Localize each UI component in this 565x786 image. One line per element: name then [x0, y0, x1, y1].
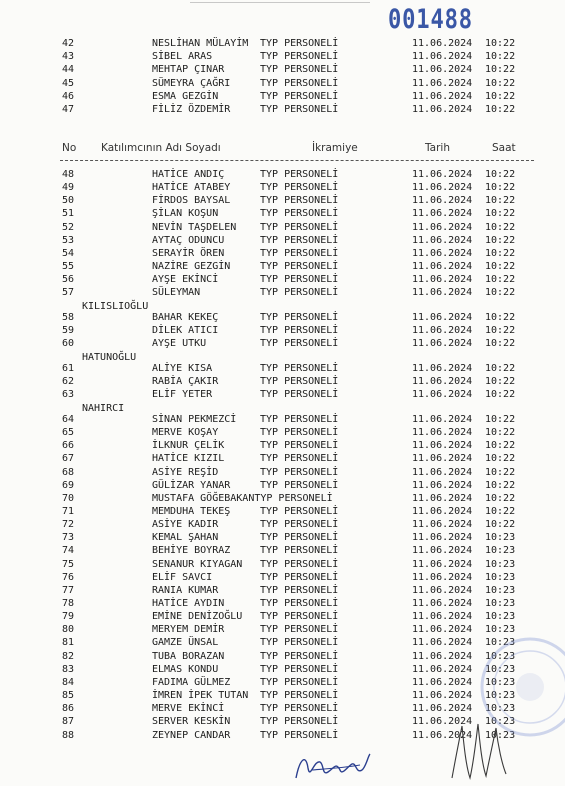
row-number: 81 — [62, 637, 75, 649]
row-number: 80 — [62, 624, 75, 636]
bonus-type: TYP PERSONELİ — [260, 325, 339, 337]
bonus-type: TYP PERSONELİ — [260, 558, 339, 570]
row-time: 10:22 — [485, 247, 516, 259]
row-number: 55 — [62, 261, 75, 273]
row-date: 11.06.2024 — [412, 571, 473, 583]
participant-name: SERVER KESKİN — [152, 716, 231, 728]
row-time: 10:22 — [485, 90, 516, 102]
table-row — [0, 50, 565, 63]
row-number: 57 — [62, 287, 75, 299]
row-date: 11.06.2024 — [412, 287, 473, 299]
row-time: 10:22 — [485, 287, 516, 299]
bonus-type: TYP PERSONELİ — [260, 208, 339, 220]
row-date: 11.06.2024 — [412, 169, 473, 180]
header-no: No — [62, 142, 77, 154]
participant-name: ELMAS KONDU — [152, 663, 219, 675]
row-time: 10:22 — [485, 51, 516, 63]
bonus-type: TYP PERSONELİ — [260, 64, 339, 76]
row-date: 11.06.2024 — [412, 274, 473, 286]
participant-name: MERYEM DEMİR — [152, 624, 225, 636]
row-date: 11.06.2024 — [412, 338, 473, 350]
row-time: 10:23 — [485, 690, 516, 702]
row-date: 11.06.2024 — [412, 519, 473, 531]
table-row — [0, 452, 565, 465]
table-row — [0, 37, 565, 50]
row-time: 10:23 — [485, 676, 516, 688]
row-date: 11.06.2024 — [412, 453, 473, 465]
row-number: 61 — [62, 362, 75, 374]
seal-stamp-icon — [468, 632, 565, 742]
table-row — [0, 610, 565, 623]
participant-name: HATİCE AYDIN — [152, 598, 225, 609]
row-date: 11.06.2024 — [412, 584, 473, 596]
row-time: 10:22 — [485, 479, 516, 491]
row-number: 59 — [62, 325, 75, 337]
participant-name: ASİYE REŞİD — [152, 466, 219, 478]
row-date: 11.06.2024 — [412, 51, 473, 63]
row-number: 75 — [62, 558, 75, 570]
row-time: 10:22 — [485, 182, 516, 194]
row-number: 64 — [62, 413, 75, 425]
row-time: 10:23 — [485, 716, 516, 728]
row-date: 11.06.2024 — [412, 312, 473, 323]
participant-name: BEHİYE BOYRAZ — [152, 545, 231, 557]
row-date: 11.06.2024 — [412, 690, 473, 702]
bonus-type: TYP PERSONELİ — [260, 584, 339, 596]
row-date: 11.06.2024 — [412, 362, 473, 374]
bonus-type: TYP PERSONELİ — [260, 195, 339, 207]
header-date: Tarih — [425, 142, 450, 154]
row-date: 11.06.2024 — [412, 492, 473, 504]
participant-name: ALİYE KISA — [152, 362, 213, 374]
bonus-type: TYP PERSONELİ — [260, 338, 339, 350]
row-date: 11.06.2024 — [412, 532, 473, 544]
bonus-type: TYP PERSONELİ — [260, 169, 339, 180]
participant-name: SİBEL ARAS — [152, 51, 213, 63]
row-time: 10:23 — [485, 611, 516, 623]
row-time: 10:22 — [485, 274, 516, 286]
participant-name: İMREN İPEK TUTAN — [152, 690, 249, 702]
participant-name: RABİA ÇAKIR — [152, 376, 219, 388]
row-date: 11.06.2024 — [412, 440, 473, 452]
participant-name: SENANUR KIYAGAN — [152, 558, 243, 570]
bonus-type: TYP PERSONELİ — [260, 274, 339, 286]
row-number: 68 — [62, 466, 75, 478]
bonus-type: TYP PERSONELİ — [260, 182, 339, 194]
participant-name: HATİCE ATABEY — [152, 182, 231, 194]
participant-name: SERAYİR ÖREN — [152, 247, 225, 259]
bonus-type: TYP PERSONELİ — [260, 440, 339, 452]
row-time: 10:22 — [485, 505, 516, 517]
signature-center — [290, 748, 380, 784]
participant-name: MERVE KOŞAY — [152, 427, 219, 439]
table-row — [0, 439, 565, 452]
row-date: 11.06.2024 — [412, 479, 473, 491]
bonus-type: TYP PERSONELİ — [260, 389, 339, 401]
row-time: 10:22 — [485, 389, 516, 401]
participant-name: EMİNE DENİZOĞLU — [152, 611, 243, 623]
table-row — [0, 181, 565, 194]
row-time: 10:22 — [485, 221, 516, 233]
row-date: 11.06.2024 — [412, 195, 473, 207]
table-header — [0, 141, 565, 156]
row-date: 11.06.2024 — [412, 389, 473, 401]
row-date: 11.06.2024 — [412, 611, 473, 623]
row-number: 69 — [62, 479, 75, 491]
table-row — [0, 63, 565, 76]
participant-name: ESMA GEZGİN — [152, 90, 219, 102]
row-time: 10:23 — [485, 571, 516, 583]
row-date: 11.06.2024 — [412, 545, 473, 557]
row-date: 11.06.2024 — [412, 466, 473, 478]
header-divider — [60, 160, 534, 161]
row-time: 10:22 — [485, 376, 516, 388]
row-date: 11.06.2024 — [412, 77, 473, 89]
group-label: NAHIRCI — [82, 402, 125, 414]
row-time: 10:22 — [485, 466, 516, 478]
participant-name: MEMDUHA TEKEŞ — [152, 505, 231, 517]
participant-name: SÜMEYRA ÇAĞRI — [152, 77, 231, 89]
bonus-type: TYP PERSONELİ — [260, 413, 339, 425]
table-row — [0, 375, 565, 388]
participant-name: ŞİLAN KOŞUN — [152, 208, 219, 220]
row-number: 42 — [62, 38, 75, 49]
row-number: 46 — [62, 90, 75, 102]
participant-name: İLKNUR ÇELİK — [152, 440, 225, 452]
row-number: 76 — [62, 571, 75, 583]
row-number: 70 — [62, 492, 75, 504]
row-number: 83 — [62, 663, 75, 675]
row-number: 52 — [62, 221, 75, 233]
row-number: 45 — [62, 77, 75, 89]
participant-name: KEMAL ŞAHAN — [152, 532, 219, 544]
row-number: 51 — [62, 208, 75, 220]
group-label: KILISLIOĞLU — [82, 301, 149, 312]
row-time: 10:22 — [485, 77, 516, 89]
row-time: 10:22 — [485, 312, 516, 323]
participant-name: BAHAR KEKEÇ — [152, 312, 219, 323]
row-time: 10:22 — [485, 261, 516, 273]
row-date: 11.06.2024 — [412, 221, 473, 233]
row-number: 44 — [62, 64, 75, 76]
table-row — [0, 194, 565, 207]
bonus-type: TYP PERSONELİ — [260, 376, 339, 388]
row-date: 11.06.2024 — [412, 703, 473, 715]
bonus-type: TYP PERSONELİ — [260, 479, 339, 491]
table-row — [0, 571, 565, 584]
row-time: 10:22 — [485, 234, 516, 246]
header-time: Saat — [492, 142, 516, 154]
row-date: 11.06.2024 — [412, 637, 473, 649]
row-time: 10:22 — [485, 413, 516, 425]
bonus-type: TYP PERSONELİ — [260, 611, 339, 623]
bonus-type: TYP PERSONELİ — [260, 650, 339, 662]
table-row — [0, 362, 565, 375]
row-time: 10:23 — [485, 650, 516, 662]
bonus-type: TYP PERSONELİ — [260, 729, 339, 741]
row-time: 10:23 — [485, 584, 516, 596]
row-number: 74 — [62, 545, 75, 557]
participant-name: FİLİZ ÖZDEMİR — [152, 104, 231, 115]
row-number: 53 — [62, 234, 75, 246]
row-number: 79 — [62, 611, 75, 623]
row-number: 56 — [62, 274, 75, 286]
participant-name: NEVİN TAŞDELEN — [152, 221, 237, 233]
table-row — [0, 413, 565, 426]
table-row — [0, 221, 565, 234]
row-number: 62 — [62, 376, 75, 388]
bonus-type: TYP PERSONELİ — [260, 716, 339, 728]
row-time: 10:23 — [485, 663, 516, 675]
row-time: 10:22 — [485, 38, 516, 49]
row-date: 11.06.2024 — [412, 64, 473, 76]
table-row — [0, 584, 565, 597]
table-row — [0, 77, 565, 90]
bonus-type: TYP PERSONELİ — [260, 690, 339, 702]
row-number: 50 — [62, 195, 75, 207]
participant-name: HATİCE KIZIL — [152, 453, 225, 465]
row-number: 82 — [62, 650, 75, 662]
row-date: 11.06.2024 — [412, 234, 473, 246]
top-edge-line — [190, 2, 370, 3]
table-row — [0, 337, 565, 350]
row-date: 11.06.2024 — [412, 650, 473, 662]
row-time: 10:23 — [485, 598, 516, 609]
row-number: 47 — [62, 104, 75, 115]
table-row — [0, 479, 565, 492]
row-number: 48 — [62, 169, 75, 180]
participant-name: ELİF SAVCI — [152, 571, 213, 583]
bonus-type: TYP PERSONELİ — [260, 234, 339, 246]
participant-name: ELİF YETER — [152, 389, 213, 401]
row-number: 66 — [62, 440, 75, 452]
row-number: 54 — [62, 247, 75, 259]
table-row — [0, 505, 565, 518]
row-date: 11.06.2024 — [412, 598, 473, 609]
bonus-type: TYP PERSONELİ — [260, 427, 339, 439]
row-number: 58 — [62, 312, 75, 323]
participant-name: AYŞE UTKU — [152, 338, 207, 350]
bonus-type: TYP PERSONELİ — [260, 38, 339, 49]
row-time: 10:22 — [485, 519, 516, 531]
participant-name: HATİCE ANDIÇ — [152, 169, 225, 180]
participant-name: MERVE EKİNCİ — [152, 703, 225, 715]
participant-name: MEHTAP ÇINAR — [152, 64, 225, 76]
row-number: 49 — [62, 182, 75, 194]
row-time: 10:23 — [485, 624, 516, 636]
table-row — [0, 260, 565, 273]
row-number: 65 — [62, 427, 75, 439]
row-time: 10:22 — [485, 427, 516, 439]
row-time: 10:23 — [485, 729, 516, 741]
row-number: 88 — [62, 729, 75, 741]
row-number: 60 — [62, 338, 75, 350]
bonus-type: TYP PERSONELİ — [260, 77, 339, 89]
participant-name: FADIMA GÜLMEZ — [152, 676, 231, 688]
row-time: 10:22 — [485, 492, 516, 504]
participant-name: AYTAÇ ODUNCU — [152, 234, 225, 246]
participant-name: MUSTAFA GÖĞEBAKANTYP PERSONELİ — [152, 492, 333, 504]
table-row — [0, 207, 565, 220]
table-row — [0, 247, 565, 260]
participant-name: TUBA BORAZAN — [152, 650, 225, 662]
table-row — [0, 531, 565, 544]
row-time: 10:22 — [485, 440, 516, 452]
bonus-type: TYP PERSONELİ — [260, 532, 339, 544]
table-row — [0, 273, 565, 286]
table-row — [0, 168, 565, 181]
row-date: 11.06.2024 — [412, 182, 473, 194]
row-number: 85 — [62, 690, 75, 702]
document-number-stamp: 001488 — [388, 4, 473, 35]
row-time: 10:23 — [485, 532, 516, 544]
header-name: Katılımcının Adı Soyadı — [101, 142, 221, 154]
row-time: 10:22 — [485, 104, 516, 115]
participant-name: GÜLİZAR YANAR — [152, 479, 231, 491]
row-time: 10:22 — [485, 208, 516, 220]
table-row — [0, 558, 565, 571]
row-date: 11.06.2024 — [412, 729, 473, 741]
bonus-type: TYP PERSONELİ — [260, 663, 339, 675]
participant-name: AYŞE EKİNCİ — [152, 274, 219, 286]
row-number: 71 — [62, 505, 75, 517]
participant-name: NAZİRE GEZGİN — [152, 261, 231, 273]
row-date: 11.06.2024 — [412, 427, 473, 439]
row-date: 11.06.2024 — [412, 325, 473, 337]
row-date: 11.06.2024 — [412, 376, 473, 388]
row-date: 11.06.2024 — [412, 716, 473, 728]
bonus-type: TYP PERSONELİ — [260, 287, 339, 299]
row-date: 11.06.2024 — [412, 247, 473, 259]
participant-name: NESLİHAN MÜLAYİM — [152, 38, 249, 49]
table-row — [0, 492, 565, 505]
table-row — [0, 103, 565, 116]
bonus-type: TYP PERSONELİ — [260, 505, 339, 517]
row-date: 11.06.2024 — [412, 261, 473, 273]
row-date: 11.06.2024 — [412, 208, 473, 220]
bonus-type: TYP PERSONELİ — [260, 453, 339, 465]
group-label: HATUNOĞLU — [82, 351, 137, 363]
row-time: 10:23 — [485, 545, 516, 557]
row-date: 11.06.2024 — [412, 413, 473, 425]
row-date: 11.06.2024 — [412, 624, 473, 636]
bonus-type: TYP PERSONELİ — [260, 598, 339, 609]
row-number: 84 — [62, 676, 75, 688]
table-row — [0, 90, 565, 103]
table-row — [0, 466, 565, 479]
header-bonus: İkramiye — [312, 142, 358, 154]
row-time: 10:23 — [485, 703, 516, 715]
row-time: 10:22 — [485, 325, 516, 337]
bonus-type: TYP PERSONELİ — [260, 466, 339, 478]
row-date: 11.06.2024 — [412, 505, 473, 517]
row-time: 10:23 — [485, 558, 516, 570]
table-row — [0, 597, 565, 610]
participant-name: GAMZE ÜNSAL — [152, 637, 219, 649]
row-time: 10:23 — [485, 637, 516, 649]
row-number: 67 — [62, 453, 75, 465]
table-row — [0, 234, 565, 247]
participant-name: SİNAN PEKMEZCİ — [152, 413, 237, 425]
bonus-type: TYP PERSONELİ — [260, 703, 339, 715]
table-row — [0, 426, 565, 439]
row-date: 11.06.2024 — [412, 104, 473, 115]
participant-name: ASİYE KADIR — [152, 519, 219, 531]
participant-name: ZEYNEP CANDAR — [152, 729, 231, 741]
row-time: 10:22 — [485, 338, 516, 350]
bonus-type: TYP PERSONELİ — [260, 545, 339, 557]
table-row — [0, 324, 565, 337]
bonus-type: TYP PERSONELİ — [260, 90, 339, 102]
row-number: 63 — [62, 389, 75, 401]
participant-name: RANIA KUMAR — [152, 584, 219, 596]
row-number: 73 — [62, 532, 75, 544]
row-date: 11.06.2024 — [412, 558, 473, 570]
row-date: 11.06.2024 — [412, 663, 473, 675]
participant-name: SÜLEYMAN — [152, 287, 201, 299]
row-time: 10:22 — [485, 169, 516, 180]
bonus-type: TYP PERSONELİ — [260, 624, 339, 636]
table-row — [0, 518, 565, 531]
bonus-type: TYP PERSONELİ — [260, 519, 339, 531]
row-date: 11.06.2024 — [412, 90, 473, 102]
bonus-type: TYP PERSONELİ — [260, 221, 339, 233]
row-number: 43 — [62, 51, 75, 63]
row-date: 11.06.2024 — [412, 676, 473, 688]
table-row — [0, 311, 565, 324]
row-number: 77 — [62, 584, 75, 596]
bonus-type: TYP PERSONELİ — [260, 637, 339, 649]
table-row — [0, 388, 565, 401]
row-number: 72 — [62, 519, 75, 531]
bonus-type: TYP PERSONELİ — [260, 676, 339, 688]
participant-name: DİLEK ATICI — [152, 325, 219, 337]
row-time: 10:22 — [485, 64, 516, 76]
row-number: 86 — [62, 703, 75, 715]
row-number: 78 — [62, 598, 75, 609]
table-row — [0, 286, 565, 299]
participant-name: FİRDOS BAYSAL — [152, 195, 231, 207]
bonus-type: TYP PERSONELİ — [260, 312, 339, 323]
row-date: 11.06.2024 — [412, 38, 473, 49]
bonus-type: TYP PERSONELİ — [260, 104, 339, 115]
row-number: 87 — [62, 716, 75, 728]
row-time: 10:22 — [485, 195, 516, 207]
bonus-type: TYP PERSONELİ — [260, 247, 339, 259]
bonus-type: TYP PERSONELİ — [260, 261, 339, 273]
row-time: 10:22 — [485, 362, 516, 374]
table-row — [0, 544, 565, 557]
bonus-type: TYP PERSONELİ — [260, 51, 339, 63]
row-time: 10:22 — [485, 453, 516, 465]
bonus-type: TYP PERSONELİ — [260, 362, 339, 374]
bonus-type: TYP PERSONELİ — [260, 571, 339, 583]
